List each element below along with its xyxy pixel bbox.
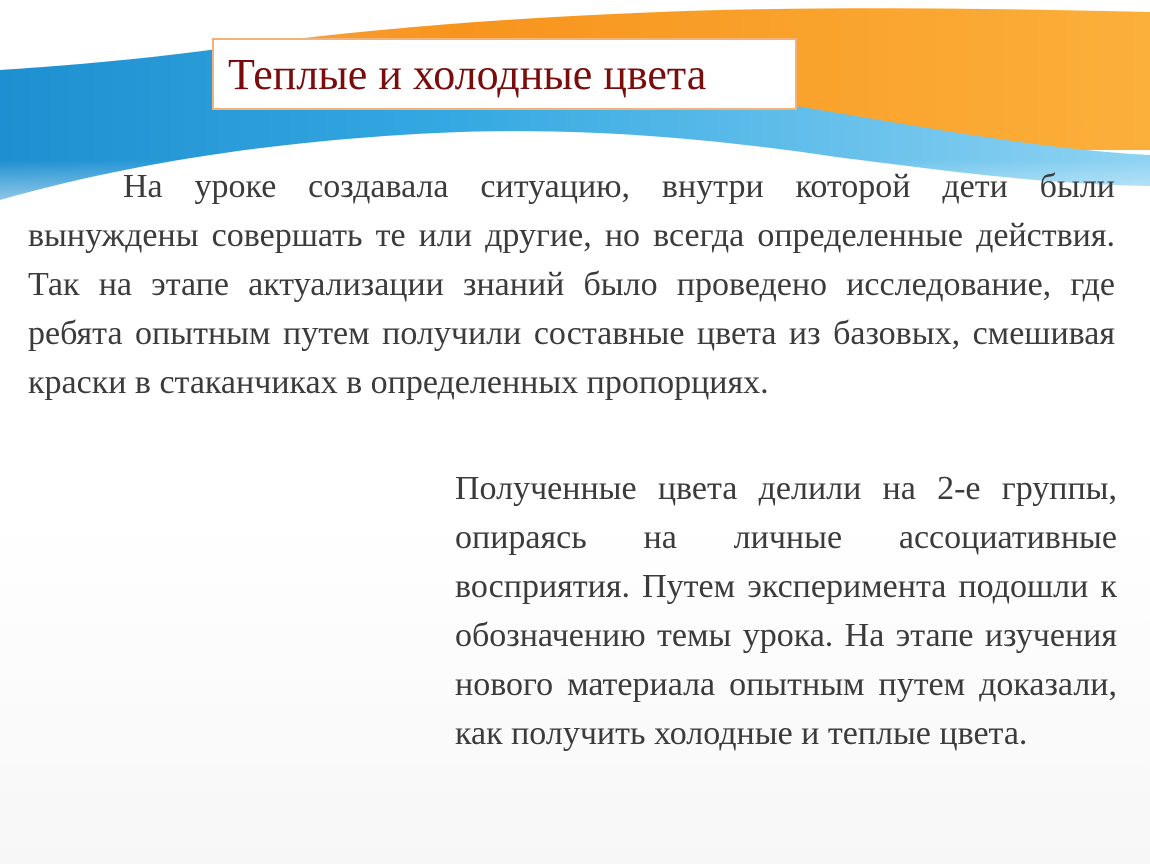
slide-title: Теплые и холодные цвета (228, 49, 707, 99)
body-paragraph-1: На уроке создавала ситуацию, внутри которой дети были вынуждены совершать те или другие, но всегда определенные действия. Так на этапе актуализации знаний было проведено исследование, где ребята опытным путем получили составные цвета из базовых, смешивая краски в стаканчиках в определенных пропорциях. (28, 168, 1115, 401)
body-paragraph-2: Полученные цвета делили на 2-е группы, опираясь на личные ассоциативные восприятия. Путем эксперимента подошли к обозначению темы урока. На этапе изучения нового материала опытным путем доказали, как получить холодные и теплые цвета. (455, 470, 1117, 752)
title-box (212, 38, 797, 110)
